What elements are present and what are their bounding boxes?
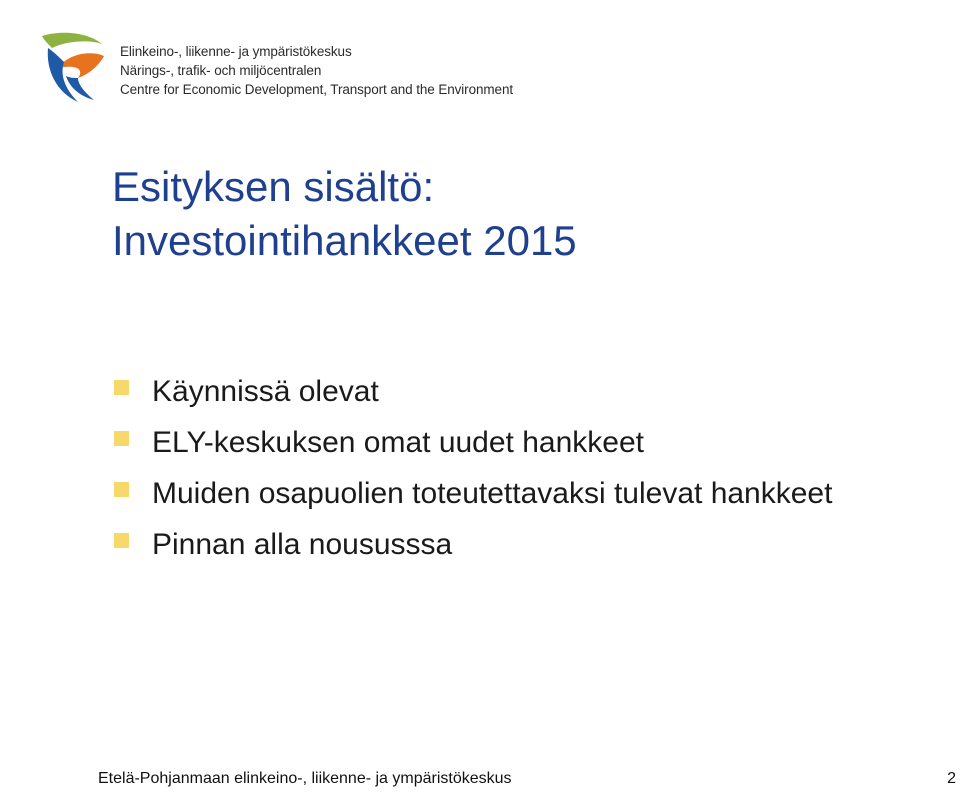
square-bullet-icon [114, 482, 129, 497]
ely-centre-logo-icon [38, 30, 110, 104]
header-logo [38, 30, 513, 106]
square-bullet-icon [114, 380, 129, 395]
bullet-text: Käynnissä olevat [152, 374, 379, 408]
page-number: 2 [947, 770, 956, 787]
square-bullet-icon [114, 533, 129, 548]
slide-title-line-2: Investointihankkeet 2015 [112, 217, 577, 264]
list-item [114, 519, 832, 570]
square-bullet-icon [114, 431, 129, 446]
org-name-finnish: Elinkeino-, liikenne- ja ympäristökeskus [120, 44, 352, 59]
org-name-swedish: Närings-, trafik- och miljöcentralen [120, 63, 322, 78]
org-name-english: Centre for Economic Development, Transport and the Environment [120, 82, 513, 97]
slide-title-line-1: Esityksen sisältö: [112, 163, 435, 210]
bullet-text: Muiden osapuolien toteutettavaksi tulevat hankkeet [152, 476, 833, 510]
list-item [114, 417, 832, 468]
bullet-text: ELY-keskuksen omat uudet hankkeet [152, 425, 644, 459]
footer-organization: Etelä-Pohjanmaan elinkeino-, liikenne- ja ympäristökeskus [98, 770, 512, 787]
list-item [114, 468, 832, 519]
slide-title [112, 160, 577, 268]
list-item [114, 366, 832, 417]
bullet-list [114, 366, 832, 570]
bullet-text: Pinnan alla noususssa [152, 527, 453, 561]
organization-names [120, 42, 513, 99]
